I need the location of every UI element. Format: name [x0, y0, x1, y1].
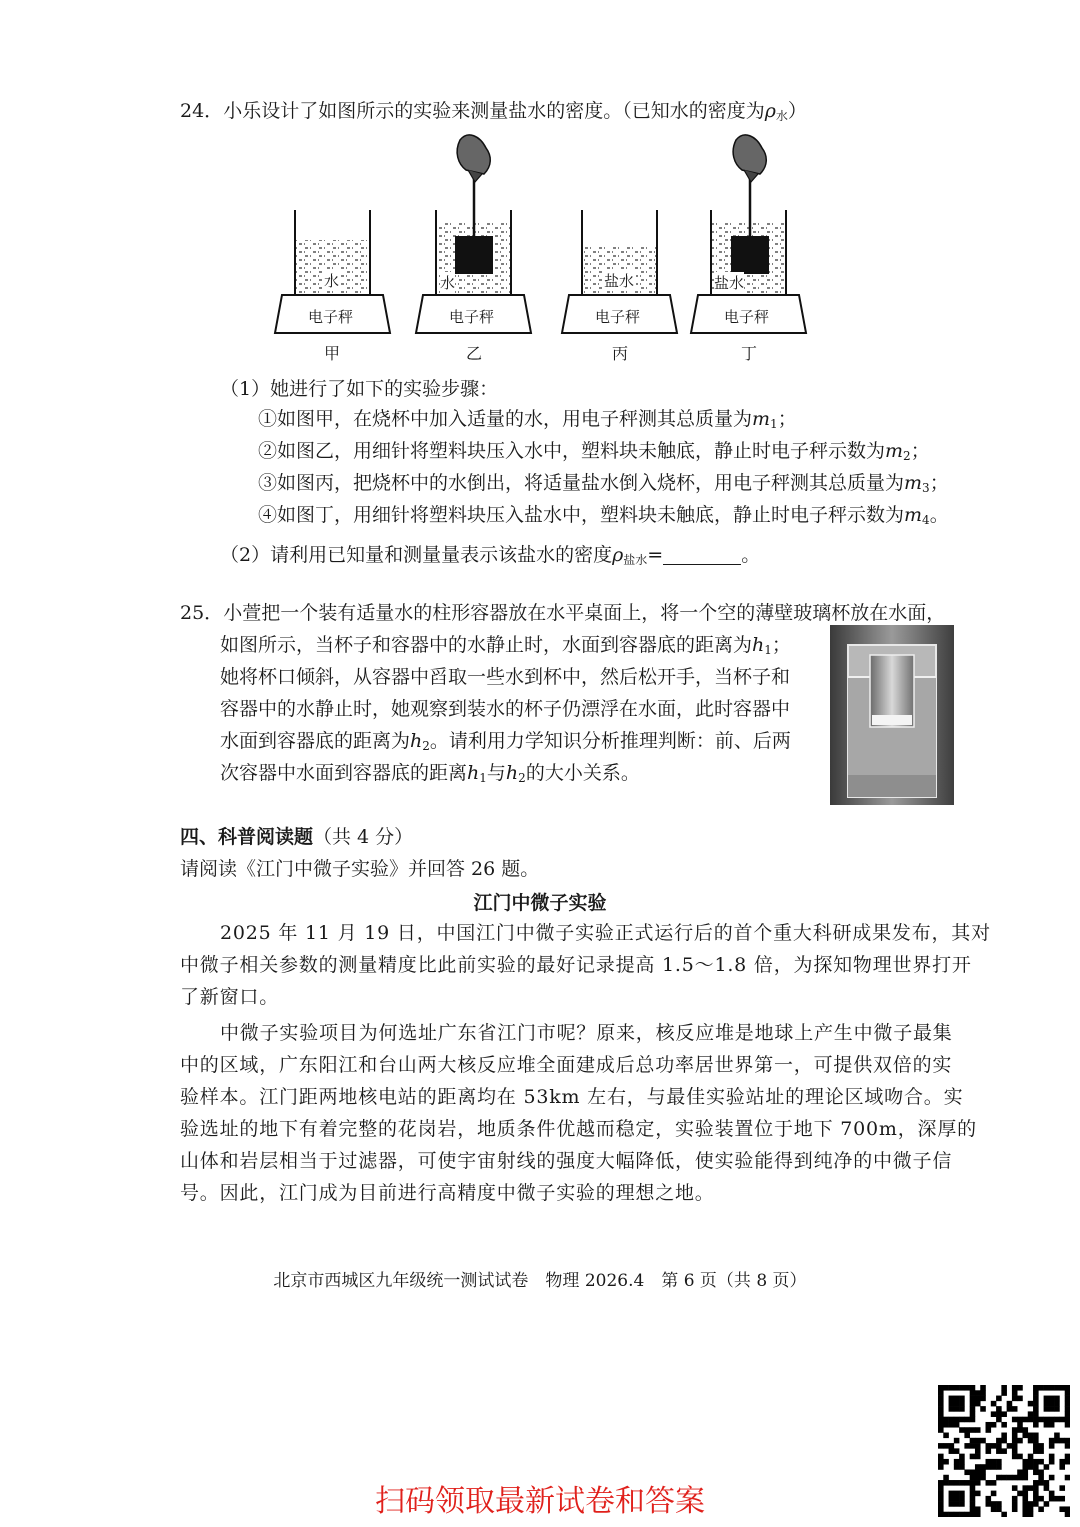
beaker-ding: [691, 135, 806, 333]
q25-line-4: 容器中的水静止时，她观察到装水的杯子仍漂浮在水面，此时容器中: [220, 698, 791, 720]
article-p1-line-1: 2025 年 11 月 19 日，中国江门中微子实验正式运行后的首个重大科研成果发布，其对: [220, 922, 991, 944]
article-p1-line-3: 了新窗口。: [180, 986, 280, 1008]
q24-part2: [220, 542, 760, 573]
step-sub: 4: [922, 513, 930, 527]
q25-text: 。请利用力学知识分析推理判断：前、后两: [429, 730, 791, 752]
scale-label-bing: 电子秤: [595, 308, 641, 326]
step-text: ④如图丁，用细针将塑料块压入盐水中，塑料块未触底，静止时电子秤示数为: [258, 504, 905, 526]
step-text: ①如图甲，在烧杯中加入适量的水，用电子秤测其总质量为: [258, 408, 753, 430]
step-end: ；: [910, 440, 930, 462]
q25-text: 水面到容器底的距离为: [220, 730, 411, 752]
beaker-yi: [416, 135, 531, 333]
equals-sign: =: [647, 544, 664, 566]
caption-jia: 甲: [324, 344, 341, 363]
article-p1-line-2: 中微子相关参数的测量精度比此前实验的最好记录提高 1.5～1.8 倍，为探知物理世界打开: [180, 954, 972, 976]
q25-text: 的大小关系。: [525, 762, 640, 784]
h-sub: 2: [518, 771, 526, 785]
beaker-diagram: [270, 130, 810, 370]
q24-stem-text: 小乐设计了如图所示的实验来测量盐水的密度。（已知水的密度为: [223, 100, 765, 122]
q25-line-2: [220, 632, 791, 663]
h-sub: 1: [764, 643, 772, 657]
step-end: ；: [777, 408, 797, 430]
h-var: h: [752, 634, 765, 656]
step-sub: 1: [770, 417, 778, 431]
step-sub: 2: [903, 449, 911, 463]
caption-bing: 丙: [612, 344, 629, 363]
section-title: 四、科普阅读题: [180, 826, 314, 848]
rho-symbol: ρ: [764, 100, 776, 122]
scale-label-jia: 电子秤: [308, 308, 354, 326]
question-number: 25．: [180, 602, 224, 624]
q24-stem-end: ）: [787, 100, 807, 122]
q25-line-1: [180, 600, 945, 626]
q24-figure: [270, 130, 810, 374]
q25-text: 与: [486, 762, 506, 784]
h-var: h: [505, 762, 519, 784]
caption-yi: 乙: [466, 344, 483, 363]
q24-part1-title: （1）她进行了如下的实验步骤：: [220, 378, 499, 400]
article-p2-line-3: 验样本。江门距两地核电站的距离均在 53km 左右，与最佳实验站址的理论区域吻合。实: [180, 1086, 964, 1108]
step-sub: 3: [922, 481, 930, 495]
step-text: ③如图丙，把烧杯中的水倒出，将适量盐水倒入烧杯，用电子秤测其总质量为: [258, 472, 905, 494]
q24-step-4: [258, 502, 949, 533]
q24-stem: [180, 98, 807, 129]
q25-line-5: [220, 728, 791, 759]
q25-text: 次容器中水面到容器底的距离: [220, 762, 468, 784]
q25-punct: ；: [771, 634, 791, 656]
step-end: ；: [929, 472, 949, 494]
article-p2-line-4: 验选址的地下有着完整的花岗岩，地质条件优越而稳定，实验装置位于地下 700m，深厚的: [180, 1118, 977, 1140]
q25-line-3: 她将杯口倾斜，从容器中舀取一些水到杯中，然后松开手，当杯子和: [220, 666, 791, 688]
rho-subscript: 盐水: [623, 553, 648, 567]
q25-text: 如图所示，当杯子和容器中的水静止时，水面到容器底的距离为: [220, 634, 753, 656]
liquid-label-yi: 水: [440, 274, 456, 292]
step-var: m: [752, 408, 771, 430]
liquid-label-jia: 水: [324, 272, 340, 290]
article-p2-line-6: 号。因此，江门成为目前进行高精度中微子实验的理想之地。: [180, 1182, 715, 1204]
step-var: m: [904, 504, 923, 526]
rho-symbol: ρ: [612, 544, 624, 566]
scale-label-yi: 电子秤: [449, 308, 495, 326]
section4-heading: [180, 824, 413, 850]
q24-step-3: [258, 470, 949, 501]
page-footer: 北京市西城区九年级统一测试试卷 物理 2026.4 第 6 页（共 8 页）: [273, 1271, 807, 1291]
step-text: ②如图乙，用细针将塑料块压入水中，塑料块未触底，静止时电子秤示数为: [258, 440, 886, 462]
part2-text: （2）请利用已知量和测量量表示该盐水的密度: [220, 544, 613, 566]
h-var: h: [467, 762, 480, 784]
section-score: （共 4 分）: [313, 826, 414, 848]
hand-icon: [733, 135, 766, 174]
hand-icon: [457, 135, 490, 174]
question-number: 24．: [180, 100, 224, 122]
caption-ding: 丁: [741, 344, 758, 363]
article-p2-line-1: 中微子实验项目为何选址广东省江门市呢？原来，核反应堆是地球上产生中微子最集: [220, 1022, 953, 1044]
section4-instruction: 请阅读《江门中微子实验》并回答 26 题。: [180, 858, 540, 880]
answer-blank[interactable]: [663, 546, 741, 565]
step-var: m: [904, 472, 923, 494]
glass-photo: [830, 625, 954, 805]
h-sub: 2: [422, 739, 430, 753]
plastic-block: [731, 236, 769, 274]
liquid-label-bing: 盐水: [604, 272, 635, 290]
liquid-label-ding: 盐水: [714, 274, 745, 292]
h-var: h: [410, 730, 423, 752]
scale-label-ding: 电子秤: [724, 308, 770, 326]
article-p2-line-2: 中的区域，广东阳江和台山两大核反应堆全面建成后总功率居世界第一，可提供双倍的实: [180, 1054, 953, 1076]
q25-line-6: [220, 760, 640, 791]
step-end: 。: [929, 504, 949, 526]
q24-step-2: [258, 438, 930, 469]
h-sub: 1: [479, 771, 487, 785]
article-p2-line-5: 山体和岩层相当于过滤器，可使宇宙射线的强度大幅降低，使实验能得到纯净的中微子信: [180, 1150, 953, 1172]
promo-text: 扫码领取最新试卷和答案: [375, 1484, 705, 1519]
q24-step-1: [258, 406, 797, 437]
step-var: m: [885, 440, 904, 462]
q25-text: 小萱把一个装有适量水的柱形容器放在水平桌面上，将一个空的薄壁玻璃杯放在水面，: [223, 602, 946, 624]
article-title: 江门中微子实验: [473, 892, 607, 914]
plastic-block: [455, 236, 493, 274]
part2-end: 。: [741, 544, 761, 566]
rho-subscript: 水: [775, 109, 788, 123]
